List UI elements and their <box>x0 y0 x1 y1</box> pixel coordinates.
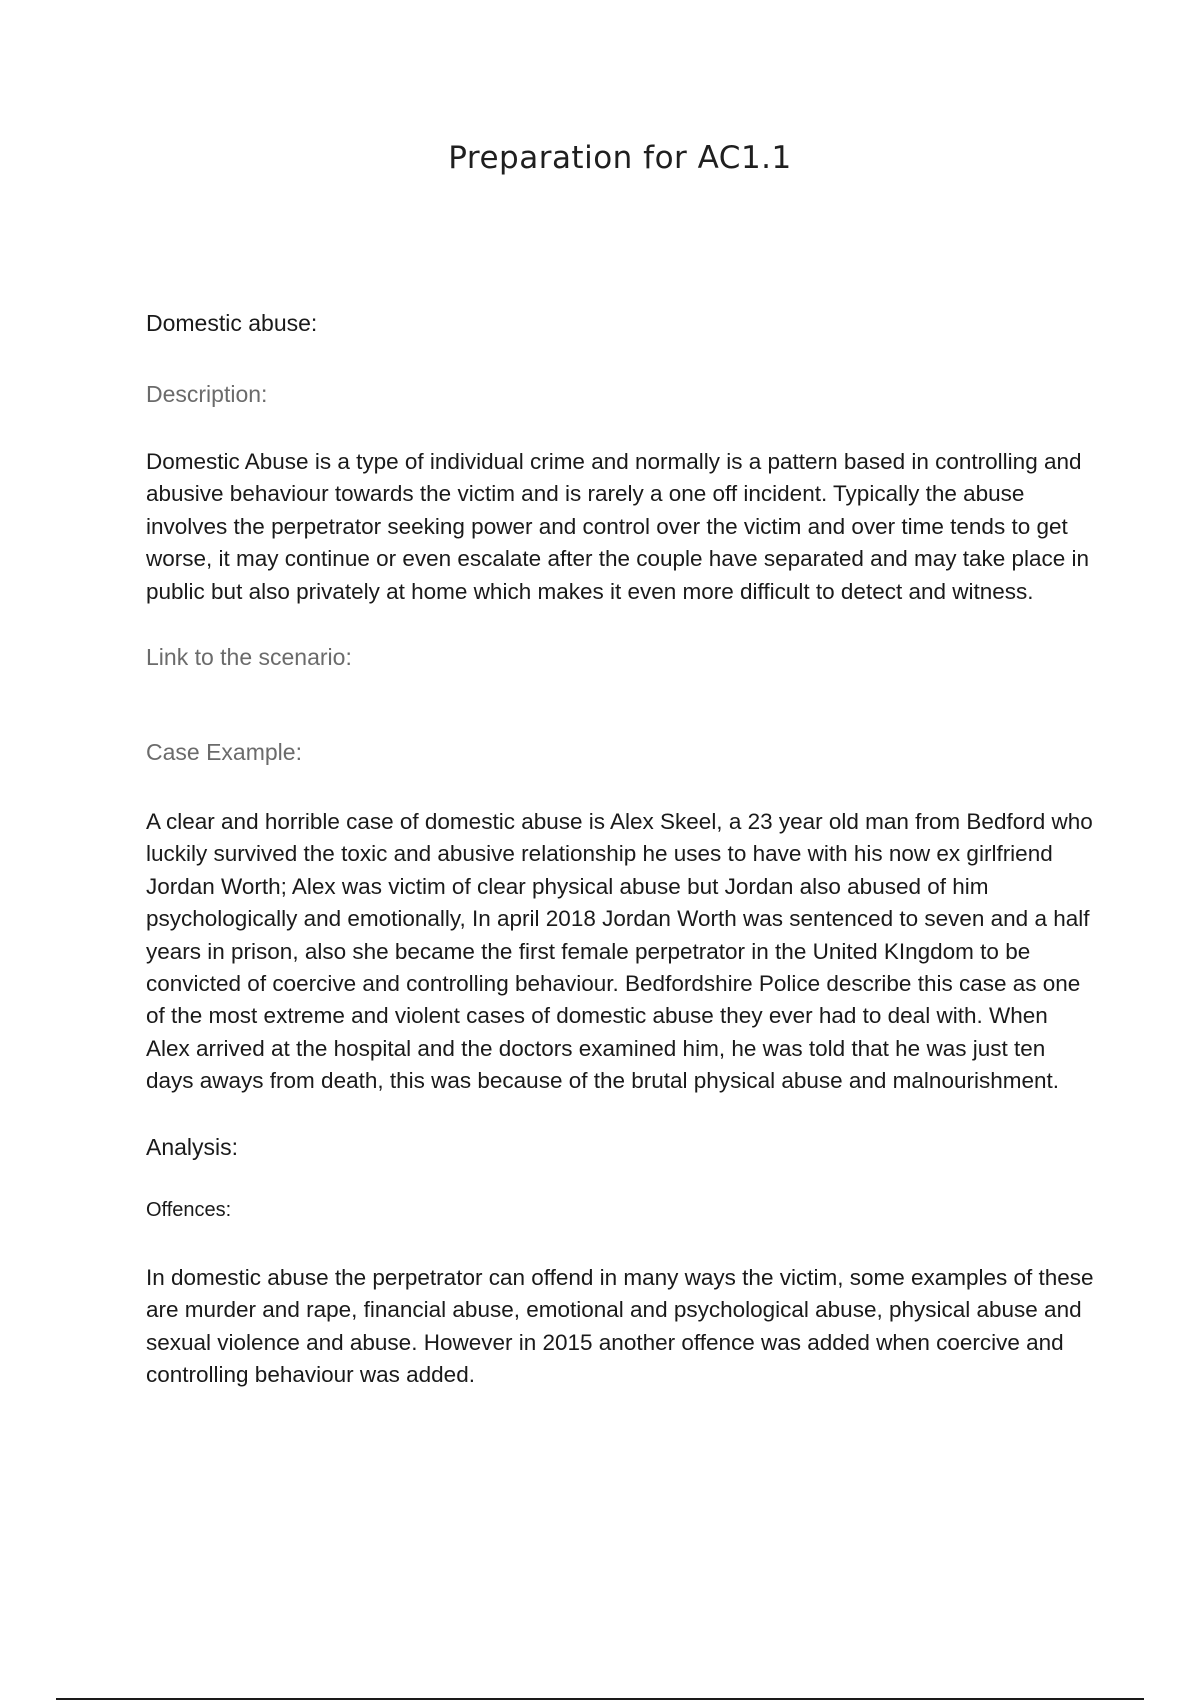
description-paragraph: Domestic Abuse is a type of individual crime and normally is a pattern based in controlling and abusive behaviour towards the victim and is rarely a one off incident. Typically the abuse involves the perpetrator seeking power and control over the victim and over time tends to get worse, it may continue or even escalate after the couple have separated and may take place in public but also privately at home which makes it even more difficult to detect and witness. <box>146 449 1090 604</box>
case-example-label: Case Example: <box>146 739 302 766</box>
link-to-scenario-label: Link to the scenario: <box>146 644 352 671</box>
analysis-heading: Analysis: <box>146 1133 239 1160</box>
domestic-abuse-heading: Domestic abuse: <box>146 310 318 336</box>
offences-paragraph: In domestic abuse the perpetrator can offend in many ways the victim, some examples of these are murder and rape, financial abuse, emotional and psychological abuse, physical abuse and sexual violence and abuse. However in 2015 another offence was added when coercive and controlling behaviour was added. <box>146 1264 1094 1387</box>
document-title: Preparation for AC1.1 <box>448 140 792 176</box>
offences-heading: Offences: <box>146 1198 232 1221</box>
document-body <box>146 310 1096 1391</box>
case-example-paragraph: A clear and horrible case of domestic abuse is Alex Skeel, a 23 year old man from Bedford who luckily survived the toxic and abusive relationship he uses to have with his now ex girlfriend Jordan Worth; Alex was victim of clear physical abuse but Jordan also abused of him psychologically and emotionally, In april 2018 Jordan Worth was sentenced to seven and a half years in prison, also she became the first female perpetrator in the United KIngdom to be convicted of coercive and controlling behaviour. Bedfordshire Police describe this case as one of the most extreme and violent cases of domestic abuse they ever had to deal with. When Alex arrived at the hospital and the doctors examined him, he was told that he was just ten days aways from death, this was because of the brutal physical abuse and malnourishment. <box>146 809 1093 1094</box>
description-label: Description: <box>146 381 268 407</box>
